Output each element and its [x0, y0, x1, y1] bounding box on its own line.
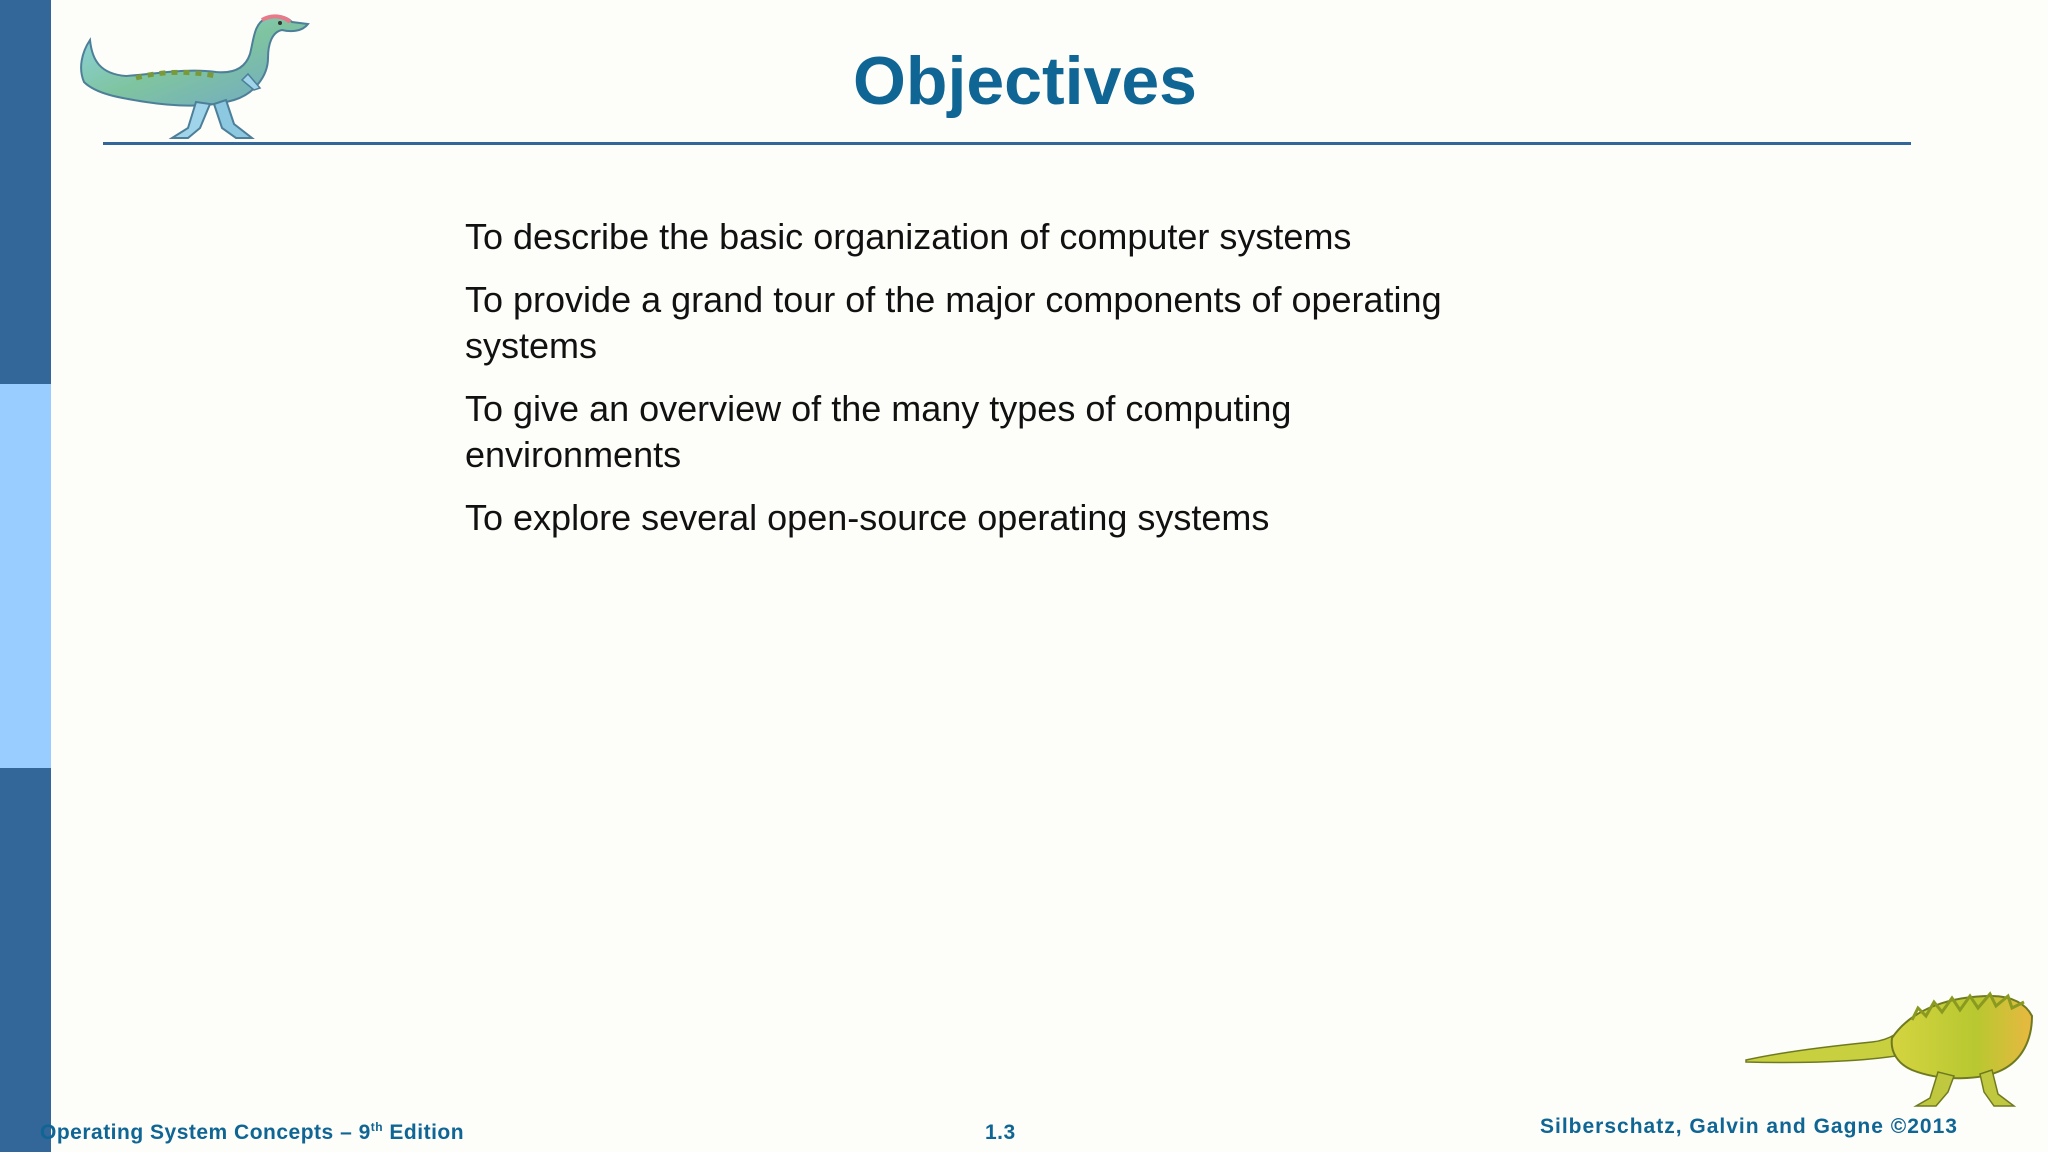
- side-bar-top-segment: [0, 0, 51, 384]
- objectives-list: [465, 214, 1445, 558]
- dinosaur-icon: [1742, 990, 2034, 1110]
- side-bar-bottom-segment: [0, 768, 51, 1152]
- footer-edition-word: Edition: [383, 1121, 465, 1144]
- footer-edition-superscript: th: [370, 1120, 384, 1134]
- list-item: To explore several open-source operating systems: [465, 497, 1270, 538]
- dinosaur-icon: [76, 10, 312, 146]
- footer-copyright: Silberschatz, Galvin and Gagne ©2013: [1540, 1115, 1958, 1138]
- side-bar-middle-segment: [0, 384, 51, 768]
- title-divider: [103, 142, 1911, 145]
- page-number: 1.3: [985, 1121, 1016, 1144]
- list-item: To provide a grand tour of the major components of operating systems: [465, 279, 1442, 366]
- side-bar: [0, 0, 51, 1152]
- slide-title: Objectives: [853, 43, 1197, 119]
- footer-book-title-text: Operating System Concepts – 9: [40, 1121, 371, 1144]
- list-item: To give an overview of the many types of computing environments: [465, 388, 1292, 475]
- list-item: To describe the basic organization of computer systems: [465, 216, 1352, 257]
- footer-book-title: [40, 1121, 464, 1145]
